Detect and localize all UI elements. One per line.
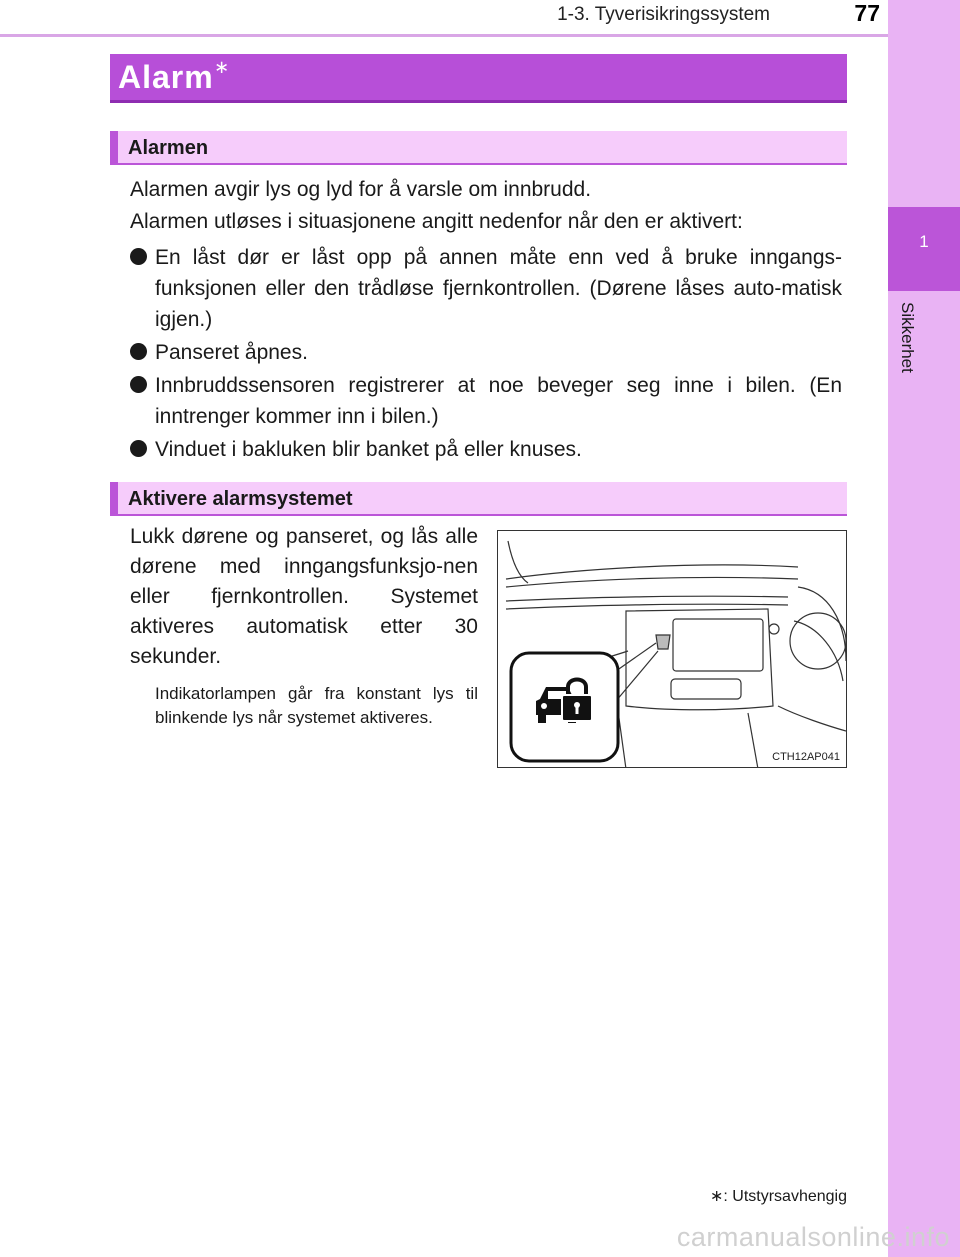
bullet-icon	[130, 376, 147, 393]
activation-paragraph: Lukk dørene og panseret, og lås alle dørene med inngangsfunksjo-nen eller fjernkontrollen. Systemet aktiveres automatisk etter 30 sekunder.	[130, 525, 478, 668]
side-tab-strip	[888, 0, 960, 1257]
list-item-text: Innbruddssensoren registrerer at noe beveger seg inne i bilen. (En inntrenger kommer inn i bilen.)	[155, 374, 842, 428]
page-number: 77	[854, 0, 880, 26]
footnote: ∗: Utstyrsavhengig	[709, 1188, 847, 1205]
list-item-text: En låst dør er låst opp på annen måte enn ved å bruke inngangs-funksjonen eller den trådløse fjernkontrollen. (Dørene låses auto-matisk igjen.)	[155, 246, 842, 331]
dashboard-drawing	[498, 531, 847, 768]
section-heading-alarmen	[110, 131, 847, 165]
running-header-section: 1-3. Tyverisikringssystem	[557, 4, 770, 25]
intro-paragraph-2: Alarmen utløses i situasjonene angitt nedenfor når den er aktivert:	[130, 210, 743, 233]
section-heading-aktivere	[110, 482, 847, 516]
intro-paragraph-1: Alarmen avgir lys og lyd for å varsle om innbrudd.	[130, 178, 592, 201]
activation-note: Indikatorlampen går fra konstant lys til blinkende lys når systemet aktiveres.	[155, 684, 478, 727]
watermark: carmanualsonline.info	[676, 1222, 950, 1252]
header-divider	[0, 34, 888, 37]
list-item-text: Panseret åpnes.	[155, 341, 308, 364]
section-heading-text: Alarmen	[128, 137, 209, 159]
page-title-bar	[110, 54, 847, 103]
title-option-marker: ∗	[214, 57, 230, 77]
bullet-icon	[130, 248, 147, 265]
chapter-tab-label: Sikkerhet	[898, 302, 917, 373]
section-heading-text: Aktivere alarmsystemet	[128, 488, 353, 510]
figure-code: CTH12AP041	[772, 751, 840, 763]
page-title: Alarm	[118, 59, 214, 95]
chapter-tab-number: 1	[919, 232, 929, 251]
bullet-icon	[130, 343, 147, 360]
bullet-icon	[130, 440, 147, 457]
list-item-text: Vinduet i bakluken blir banket på eller knuses.	[155, 438, 582, 461]
dashboard-illustration	[497, 530, 847, 768]
